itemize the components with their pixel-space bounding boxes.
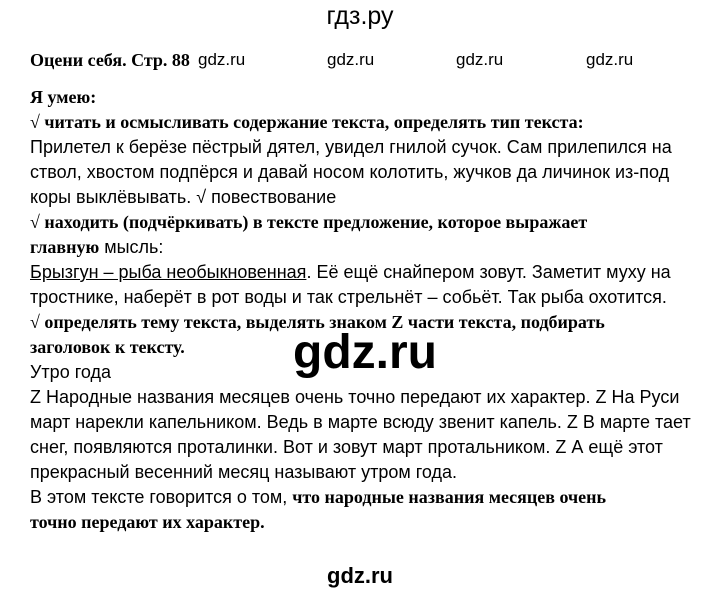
skill-topic: √ определять тему текста, выделять знаком Z части текста, подбирать (30, 312, 605, 332)
watermark-large: gdz.ru (293, 326, 437, 379)
conclusion-plain: В этом тексте говорится о том, (30, 487, 293, 507)
text-line (30, 260, 710, 285)
watermark-small: gdz.ru (456, 50, 504, 69)
text-line: прекрасный весенний месяц называют утром года. (30, 462, 458, 482)
skill-reading: √ читать и осмысливать содержание текста, определять тип текста: (30, 112, 584, 132)
skill-topic-cont: заголовок к тексту. (30, 337, 185, 357)
watermark-small: gdz.ru (198, 50, 246, 69)
watermark-small: gdz.ru (586, 50, 634, 69)
watermark-footer: gdz.ru (327, 563, 393, 588)
text-line: Z Народные названия месяцев очень точно передают их характер. Z На Руси (30, 387, 680, 407)
watermark-small: gdz.ru (327, 50, 375, 69)
text-line: тростнике, наберёт в рот воды и так стрельнёт – собьёт. Так рыба охотится. (30, 287, 667, 307)
conclusion-bold: что народные названия месяцев очень (292, 487, 607, 507)
text-line: Прилетел к берёзе пёстрый дятел, увидел гнилой сучок. Сам прилепился на (30, 137, 672, 157)
content (30, 85, 710, 535)
underlined-main-sentence: Брызгун – рыба необыкновенная (30, 262, 307, 282)
conclusion-bold-cont: точно передают их характер. (30, 512, 265, 532)
bold-word: главную (30, 237, 100, 257)
text-rest: . Её ещё снайпером зовут. Заметит муху на (306, 262, 671, 282)
text-line: снег, появляются проталинки. Вот и зовут март протальником. Z А ещё этот (30, 437, 663, 457)
story-title: Утро года (30, 362, 111, 382)
section-heading: Я умею: (30, 87, 97, 107)
page-title: Оцени себя. Стр. 88 (30, 50, 190, 70)
text-line: ствол, хвостом подпёрся и давай носом колотить, жучков да личинок из-под (30, 162, 670, 182)
conclusion-line (30, 485, 710, 510)
title-row (30, 47, 710, 73)
skill-main-idea: √ находить (подчёркивать) в тексте предложение, которое выражает (30, 212, 588, 232)
text-line: коры выклёвывать. √ повествование (30, 187, 337, 207)
plain-word: мысль: (99, 237, 164, 257)
site-header: гдз.ру (326, 2, 394, 30)
skill-main-idea-cont (30, 235, 710, 260)
text-line: март нарекли капельником. Ведь в марте всюду звенит капель. Z В марте тает (30, 412, 691, 432)
